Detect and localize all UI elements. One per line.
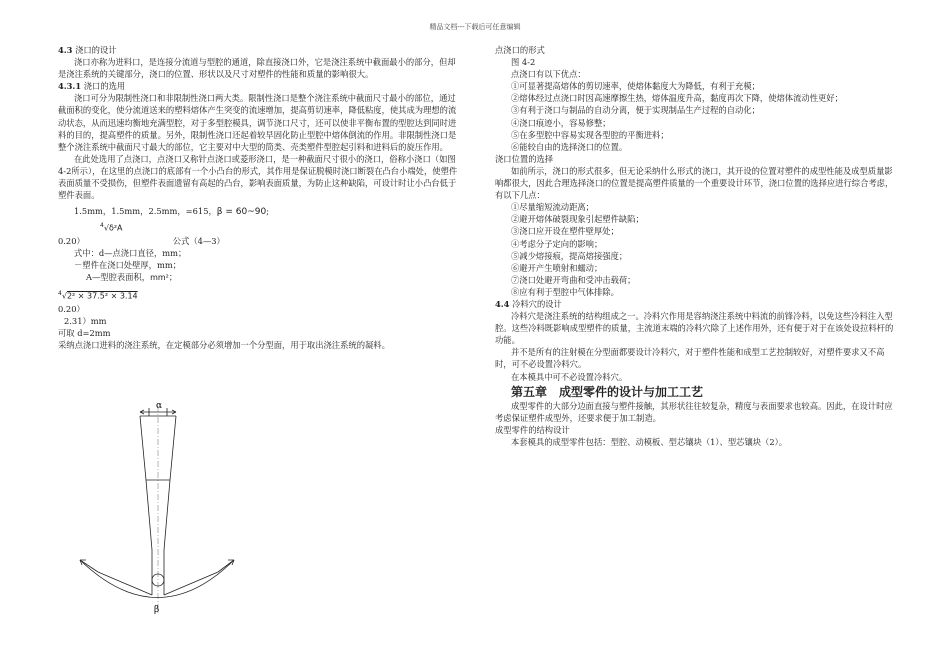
gate-position-list <box>495 201 900 298</box>
result-line: 2.31）mm <box>64 316 107 327</box>
unit-mm2: mm² <box>150 273 169 283</box>
list-item: ④浇口痕迹小，容易修整； <box>511 117 611 128</box>
section-4-3-heading <box>58 44 463 56</box>
formula-line <box>58 235 463 247</box>
section-title: 浇口的选用 <box>81 81 126 92</box>
formula-label: 公式（4—3） <box>172 236 225 247</box>
section-4-3-1-heading <box>58 80 463 92</box>
paragraph: 在此处选用了点浇口，点浇口又称针点浇口或菱形浇口，是一种截面尺寸很小的浇口，俗称小浇口（如图4-2所示），在这里的点浇口的底部有一个小凸台的形式，其作用是保证脱模时浇口断裂在凸台小端处，使塑件表面质量不受损伤，但塑件表面遗留有高起的凸台，影响表面质量，为防止这种缺陷，可设计时让小凸台低于塑件表面。 <box>58 153 458 201</box>
paragraph: 成型零件的大部分边面直接与塑件接触，其形状往往较复杂，精度与表面要求也较高。因此，在设计时应考虑保证塑件成型外，还要求便于加工制造。 <box>495 400 893 423</box>
beta-label: β <box>154 605 160 615</box>
section-number: 4.3.1 <box>58 81 82 92</box>
definition-line: A—型腔表面积，mm²； <box>86 272 178 283</box>
radical-expression: δ²A <box>108 223 123 233</box>
section-title: 浇口的设计 <box>72 45 117 55</box>
dimension-line: 1.5mm，1.5mm，2.5mm，=615，β = 60~90; <box>74 206 270 218</box>
paragraph: 采纳点浇口进料的浇注系统，在定模部分必须增加一个分型面，用于取出浇注系统的凝料。 <box>58 340 390 351</box>
list-item: ⑥能较自由的选择浇口的位置。 <box>511 141 628 152</box>
list-intro: 点浇口有以下优点： <box>511 69 586 80</box>
section-number: 4.3 <box>58 45 73 55</box>
paragraph: 如前所示，浇口的形式很多，但无论采纳什么形式的浇口，其开设的位置对塑件的成型性能及成型质量影响都很大，因此合理选择浇口的位置是提高塑件质量的一个重要设计环节，浇口位置的选择应进行综合考虑，有以下几点： <box>495 165 894 201</box>
list-item: ①可显著提高熔体的剪切速率，使熔体黏度大为降低，有利于充模； <box>511 81 760 92</box>
page-header: 精品文档---下载后可任意编辑 <box>429 23 521 31</box>
formula-fragment: 0.20） <box>58 236 85 247</box>
paragraph: 本套模具的成型零件包括：型腔、动模板、型芯镶块（1）、型芯镶块（2）。 <box>511 436 788 447</box>
list-item: ③浇口应开设在塑件壁厚处； <box>511 226 619 237</box>
list-item: ④考虑分子定向的影响； <box>511 238 603 249</box>
section-4-4-heading <box>495 298 900 310</box>
list-item: ⑤减少熔接痕，提高熔接强度； <box>511 250 628 261</box>
subheading: 浇口位置的选择 <box>495 153 554 164</box>
list-item: ⑥避开产生喷射和蠕动； <box>511 262 603 273</box>
figure-caption: 图 4-2 <box>511 57 536 68</box>
definition-line: 式中：d—点浇口直径，mm； <box>74 248 187 259</box>
alpha-label: α <box>156 401 163 411</box>
section-title: 冷料穴的设计 <box>509 298 562 309</box>
result-line: 可取 d=2mm <box>58 328 111 339</box>
advantages-list <box>495 80 900 153</box>
paragraph: 并不是所有的注射模在分型面都要设计冷料穴，对于塑件性能和成型工艺控制较好，对塑件要求又不高时，可不必设置冷料穴。 <box>495 347 885 370</box>
beta-range: β = 60~90 <box>216 207 267 218</box>
list-item: ⑤在多型腔中容易实现各型腔的平衡进料； <box>511 129 669 140</box>
right-column <box>495 44 900 448</box>
subheading: 点浇口的形式 <box>495 45 545 55</box>
list-item: ③有利于浇口与制品的自动分离，便于实现制品生产过程的自动化； <box>511 105 760 116</box>
subheading: 成型零件的结构设计 <box>495 424 570 435</box>
paragraph: 在本模具中可不必设置冷料穴。 <box>511 371 628 382</box>
paragraph: 浇口可分为限制性浇口和非限制性浇口两大类。限制性浇口是整个浇注系统中截面尺寸最小的部位，通过截面积的变化，使分流道送来的塑料熔体产生突变的流速增加，提高剪切速率，降低粘度，使其成为理想的流动状态，从而迅速均衡地充满型腔，对于多型腔模具，调节浇口尺寸，还可以使非平衡布置的型腔达到同时进料的目的，提高塑件的质量。另外，限制性浇口还起着较早固化防止型腔中熔体倒流的作用。非限制性浇口是整个浇注系统中截面尺寸最大的部位，它主要对中大型的筒类、壳类塑件型腔起引料和进料后的旋压作用。 <box>58 93 457 152</box>
section-number: 4.4 <box>495 298 510 309</box>
paragraph: 冷料穴是浇注系统的结构组成之一。冷料穴作用是容纳浇注系统中料流的前锋冷料，以免这些冷料注入型腔。这些冷料既影响成型塑件的质量，主流道末端的冷料穴除了上述作用外，还有便于对于在该处设拉料杆的功能。 <box>495 311 894 346</box>
area-definition: A—型腔表面积， <box>86 272 151 283</box>
list-item: ②熔体经过点浇口时因高速摩擦生热，熔体温度升高，黏度再次下降，使熔体流动性更好； <box>511 93 843 104</box>
left-column <box>58 44 463 352</box>
chapter-title: 第五章 成型零件的设计与加工工艺 <box>511 384 704 399</box>
dimension-values: 1.5mm，1.5mm，2.5mm，=615， <box>74 206 217 217</box>
list-item: ①尽量缩短流动距离； <box>511 202 594 213</box>
formula-fragment: 0.20） <box>58 304 85 315</box>
paragraph: 浇口亦称为进料口，是连接分流道与型腔的通道，除直接浇口外，它是浇注系统中截面最小的部分，但却是浇注系统的关键部分，浇口的位置、形状以及尺寸对塑件的性能和质量的影响很大。 <box>58 57 456 80</box>
formula-radical: $^4$√2² × 37.5² × 3.14 <box>58 290 138 302</box>
formula-radical: $^4$√δ²A <box>100 222 123 233</box>
definition-line: －塑件在浇口处壁厚，mm； <box>74 260 182 271</box>
list-item: ⑦浇口处避开弯曲和受冲击载荷； <box>511 274 636 285</box>
radical-expression: 2² × 37.5² × 3.14 <box>66 292 138 302</box>
list-item: ⑧应有利于型腔中气体排除。 <box>511 286 619 297</box>
list-item: ②避开熔体破裂现象引起塑件缺陷； <box>511 214 644 225</box>
pin-gate-figure <box>70 400 270 620</box>
